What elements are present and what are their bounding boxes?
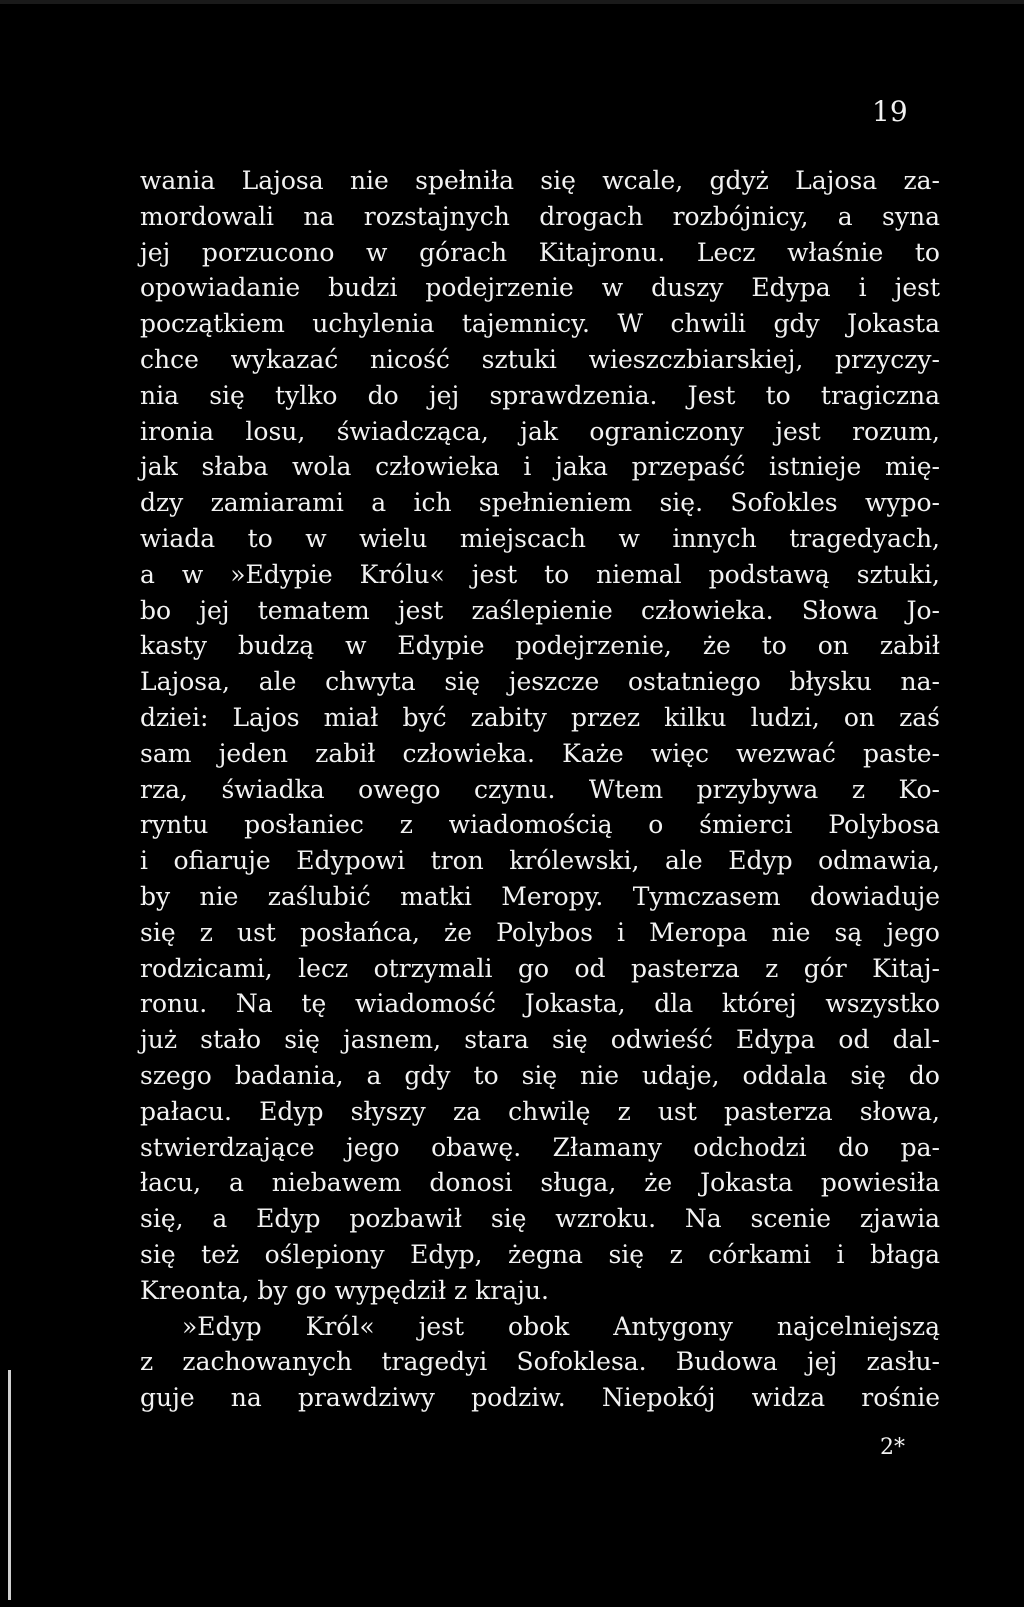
text-line: a w »Edypie Królu« jest to niemal podstawą sztuki, bbox=[140, 559, 940, 589]
text-line: jak słaba wola człowieka i jaka przepaść istnieje mię- bbox=[140, 452, 940, 482]
text-line: Lajosa, ale chwyta się jeszcze ostatniego błysku na- bbox=[140, 667, 940, 697]
text-line: już stało się jasnem, stara się odwieść Edypa od dal- bbox=[140, 1025, 940, 1055]
text-line: początkiem uchylenia tajemnicy. W chwili gdy Jokasta bbox=[140, 309, 940, 339]
text-line: z zachowanych tragedyi Sofoklesa. Budowa jej zasłu- bbox=[140, 1347, 940, 1377]
top-edge bbox=[0, 0, 1024, 4]
text-line: sam jeden zabił człowieka. Każe więc wezwać paste- bbox=[140, 738, 940, 768]
text-line: wiada to w wielu miejscach w innych tragedyach, bbox=[140, 523, 940, 553]
text-line: się też oślepiony Edyp, żegna się z córkami i błaga bbox=[140, 1239, 940, 1269]
text-line: nia się tylko do jej sprawdzenia. Jest to tragiczna bbox=[140, 380, 940, 410]
text-line: dziei: Lajos miał być zabity przez kilku ludzi, on zaś bbox=[140, 702, 940, 732]
text-line: jej porzucono w górach Kitajronu. Lecz właśnie to bbox=[140, 237, 940, 267]
text-line: szego badania, a gdy to się nie udaje, oddala się do bbox=[140, 1060, 940, 1090]
text-line: ronu. Na tę wiadomość Jokasta, dla której wszystko bbox=[140, 989, 940, 1019]
text-line: dzy zamiarami a ich spełnieniem się. Sofokles wypo- bbox=[140, 488, 940, 518]
text-line: ironia losu, świadcząca, jak ograniczony jest rozum, bbox=[140, 416, 940, 446]
text-line: kasty budzą w Edypie podejrzenie, że to on zabił bbox=[140, 631, 940, 661]
page-number: 19 bbox=[872, 95, 908, 128]
text-line: łacu, a niebawem donosi sługa, że Jokasta powiesiła bbox=[140, 1168, 940, 1198]
text-line: opowiadanie budzi podejrzenie w duszy Edypa i jest bbox=[140, 273, 940, 303]
text-line: mordowali na rozstajnych drogach rozbójnicy, a syna bbox=[140, 201, 940, 231]
text-line: rza, świadka owego czynu. Wtem przybywa z Ko- bbox=[140, 774, 940, 804]
signature-mark: 2* bbox=[880, 1435, 905, 1460]
text-line: rodzicami, lecz otrzymali go od pasterza z gór Kitaj- bbox=[140, 953, 940, 983]
text-line: by nie zaślubić matki Meropy. Tymczasem dowiaduje bbox=[140, 881, 940, 911]
text-line: stwierdzające jego obawę. Złamany odchodzi do pa- bbox=[140, 1132, 940, 1162]
text-line: bo jej tematem jest zaślepienie człowieka. Słowa Jo- bbox=[140, 595, 940, 625]
text-line: wania Lajosa nie spełniła się wcale, gdyż Lajosa za- bbox=[140, 166, 940, 195]
text-line: guje na prawdziwy podziw. Niepokój widza rośnie bbox=[140, 1383, 940, 1413]
text-line: się, a Edyp pozbawił się wzroku. Na scenie zjawia bbox=[140, 1204, 940, 1234]
paragraph-end-line: Kreonta, by go wypędził z kraju. bbox=[140, 1275, 549, 1305]
page-edge-line bbox=[8, 1370, 11, 1600]
body-text bbox=[140, 163, 940, 1416]
text-line: się z ust posłańca, że Polybos i Meropa nie są jego bbox=[140, 917, 940, 947]
paragraph-start-line: »Edyp Król« jest obok Antygony najcelniejszą bbox=[182, 1311, 940, 1341]
text-line: chce wykazać nicość sztuki wieszczbiarskiej, przyczy- bbox=[140, 344, 940, 374]
text-line: pałacu. Edyp słyszy za chwilę z ust pasterza słowa, bbox=[140, 1096, 940, 1126]
text-line: i ofiaruje Edypowi tron królewski, ale Edyp odmawia, bbox=[140, 846, 940, 876]
text-line: ryntu posłaniec z wiadomością o śmierci Polybosa bbox=[140, 810, 940, 840]
